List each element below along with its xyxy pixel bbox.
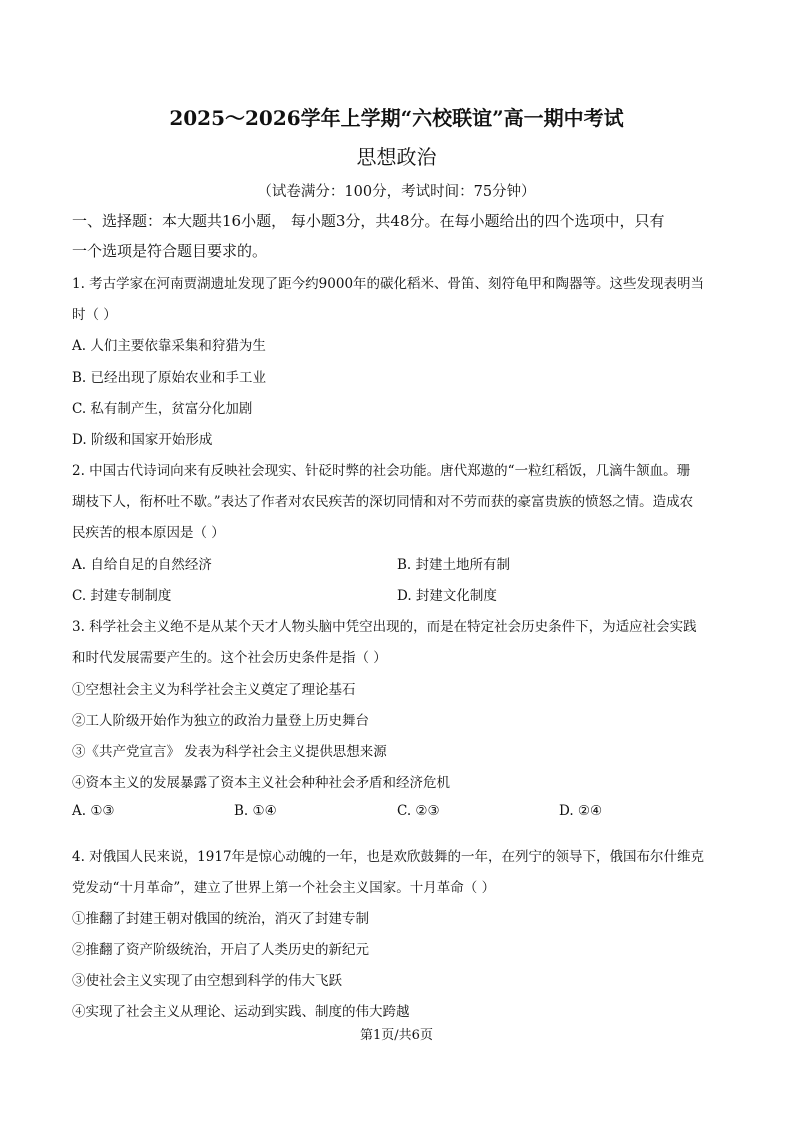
question-stem-line: 瑚枝下人，衔杯吐不歇。”表达了作者对农民疾苦的深切同情和对不劳而获的豪富贵族的愤怒之情。造成农 [72, 494, 694, 510]
question-stem-line: 3. 科学社会主义绝不是从某个天才人物头脑中凭空出现的，而是在特定社会历史条件下，为适应社会实践 [72, 619, 697, 635]
question-stem-line: 1. 考古学家在河南贾湖遗址发现了距今约9000年的碳化稻米、骨笛、刻符龟甲和陶器等。这些发现表明当 [72, 276, 705, 292]
question-2-option-d: D. 封建文化制度 [397, 588, 497, 604]
question-stem-line: 2. 中国古代诗词向来有反映社会现实、针砭时弊的社会功能。唐代郑遨的“一粒红稻饭，几滴牛颔血。珊 [72, 463, 691, 479]
question-4-item-1: ①推翻了封建王朝对俄国的统治，消灭了封建专制 [72, 911, 369, 927]
section-instructions-line1: 一、选择题：本大题共16小题， 每小题3分，共48分。在每小题给出的四个选项中，只有 [72, 212, 665, 230]
exam-info: （试卷满分：100分，考试时间：75分钟） [257, 184, 536, 200]
subject-title: 思想政治 [356, 145, 437, 169]
exam-title: 2025～2026学年上学期“六校联谊”高一期中考试 [169, 106, 624, 130]
question-1-option-b: B. 已经出现了原始农业和手工业 [72, 370, 267, 386]
question-3-option-c: C. ②③ [397, 803, 440, 819]
question-3-option-a: A. ①③ [72, 803, 115, 819]
question-3-item-2: ②工人阶级开始作为独立的政治力量登上历史舞台 [72, 713, 369, 729]
question-1-option-c: C. 私有制产生，贫富分化加剧 [72, 401, 253, 417]
question-4-item-4: ④实现了社会主义从理论、运动到实践、制度的伟大跨越 [72, 1004, 410, 1020]
question-3-option-d: D. ②④ [559, 803, 603, 819]
question-stem-line: 和时代发展需要产生的。这个社会历史条件是指（ ） [72, 650, 387, 666]
question-4-item-3: ③使社会主义实现了由空想到科学的伟大飞跃 [72, 973, 342, 989]
section-instructions-line2: 一个选项是符合题目要求的。 [72, 242, 268, 260]
question-2-option-a: A. 自给自足的自然经济 [72, 557, 212, 573]
question-3-option-b: B. ①④ [234, 803, 277, 819]
page-footer: 第1页/共6页 [360, 1028, 433, 1043]
question-stem-line: 民疾苦的根本原因是（ ） [72, 525, 225, 541]
question-1-option-a: A. 人们主要依靠采集和狩猎为生 [72, 338, 266, 354]
question-3-item-3: ③《共产党宣言》 发表为科学社会主义提供思想来源 [72, 744, 387, 760]
question-stem-line: 党发动“十月革命”，建立了世界上第一个社会主义国家。十月革命（ ） [72, 880, 496, 896]
question-stem-line: 4. 对俄国人民来说，1917年是惊心动魄的一年，也是欢欣鼓舞的一年，在列宁的领导下，俄国布尔什维克 [72, 849, 705, 865]
question-2-option-b: B. 封建土地所有制 [397, 557, 511, 573]
question-2-option-c: C. 封建专制制度 [72, 588, 172, 604]
question-1-option-d: D. 阶级和国家开始形成 [72, 432, 213, 448]
question-3-item-1: ①空想社会主义为科学社会主义奠定了理论基石 [72, 682, 356, 698]
question-stem-line: 时（ ） [72, 307, 117, 323]
question-3-item-4: ④资本主义的发展暴露了资本主义社会种种社会矛盾和经济危机 [72, 775, 450, 791]
question-4-item-2: ②推翻了资产阶级统治，开启了人类历史的新纪元 [72, 942, 369, 958]
